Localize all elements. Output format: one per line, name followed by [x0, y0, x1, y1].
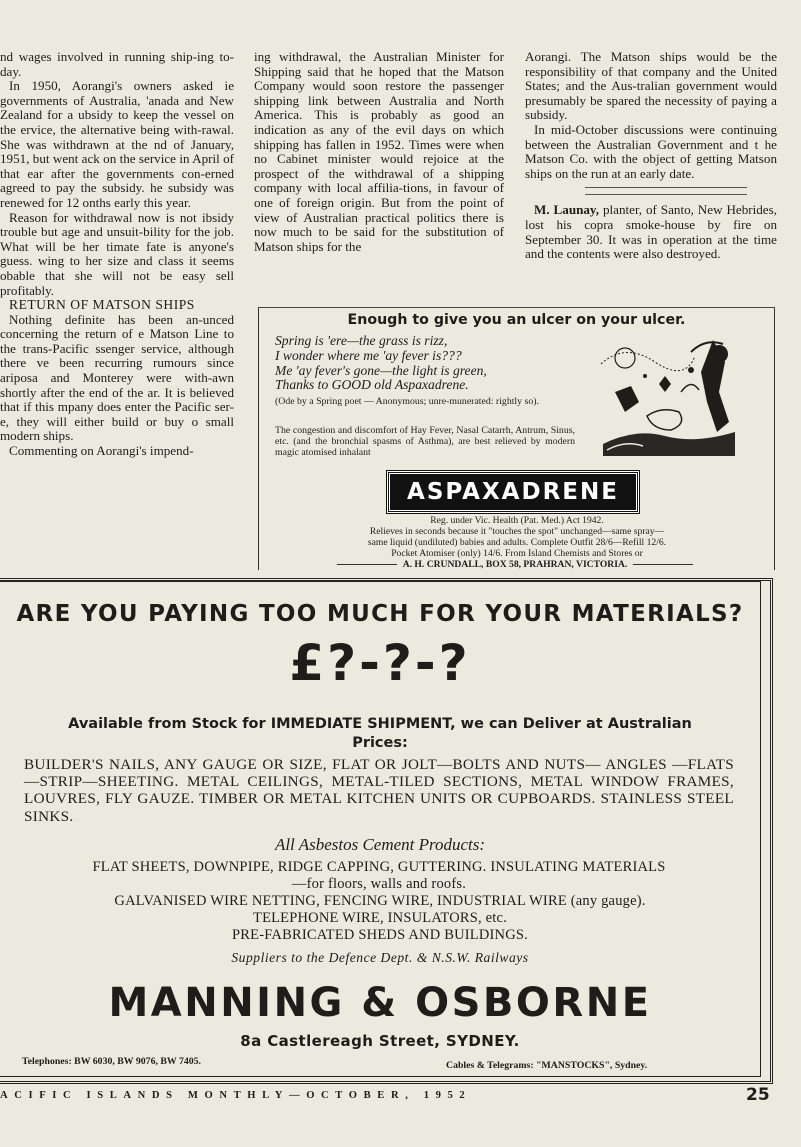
aspaxadrene-advertisement: [258, 307, 775, 570]
article-column-2: [254, 50, 504, 254]
price-question: £?-?-?: [289, 634, 471, 692]
article-paragraph: In mid-October discussions were continuing between the Australian Government and t he Matson Co. with the object of getting Matson ships on the run at an early date.: [525, 121, 777, 181]
news-text: planter, of Santo, New Hebrides, lost his copra smoke-house by fire on September 30. It was in operation at the time and the contents were also destroyed.: [525, 202, 777, 262]
fine-print-line: same liquid (undiluted) babies and adults. Complete Outfit 28/6—Refill 12/6.: [367, 537, 667, 548]
article-paragraph: Aorangi. The Matson ships would be the responsibility of that company and the United States; and the Aus-tralian government would presumably be spared the necessity of paying a subsidy.: [525, 50, 777, 123]
materials-list: BUILDER'S NAILS, ANY GAUGE OR SIZE, FLAT OR JOLT—BOLTS AND NUTS— ANGLES —FLATS—STRIP—SHEETING. METAL CEILINGS, METAL-TILED SECTIONS, METAL WINDOW FRAMES, LOUVRES, FLY GAUZE. TIMBER OR METAL KITCHEN UNITS OR CUPBOARDS. STAINLESS STEEL SINKS.: [24, 756, 734, 825]
news-lead: M. Launay,: [534, 202, 600, 218]
ad-address: A. H. CRUNDALL, BOX 58, PRAHRAN, VICTORIA.: [295, 559, 735, 570]
ode-credit: (Ode by a Spring poet — Anonymous; unre-munerated: rightly so).: [275, 396, 539, 407]
page-footer: [0, 1085, 801, 1118]
fine-print-line: Pocket Atomiser (only) 14/6. From Island Chemists and Stores or: [391, 548, 643, 559]
availability-text: Prices:: [352, 735, 408, 751]
brand-name-panel: ASPAXADRENE: [387, 471, 639, 513]
fine-print-line: Reg. under Vic. Health (Pat. Med.) Act 1942.: [430, 515, 604, 526]
availability-line: [20, 715, 740, 753]
suppliers-note: Suppliers to the Defence Dept. & N.S.W. Railways: [231, 950, 529, 965]
article-paragraph: nd wages involved in running ship-ing to-day.: [0, 50, 234, 79]
asbestos-products: [24, 859, 734, 893]
asbestos-heading: All Asbestos Cement Products:: [274, 835, 486, 854]
availability-text: Available from Stock for IMMEDIATE SHIPMENT, we can Deliver at Australian: [68, 716, 692, 732]
ode-line: Me 'ay fever's gone—the light is green,: [275, 362, 487, 378]
article-paragraph: Commenting on Aorangi's impend-: [9, 443, 194, 459]
ode-line: I wonder where me 'ay fever is???: [275, 347, 462, 363]
ad-inner-border: [0, 581, 761, 1077]
manning-osborne-advertisement: [0, 578, 773, 1084]
fine-print-line: Relieves in seconds because it "touches the spot" unchanged—same spray—: [369, 526, 665, 537]
ode-line: Spring is 'ere—the grass is rizz,: [275, 333, 448, 348]
product-line: FLAT SHEETS, DOWNPIPE, RIDGE CAPPING, GUTTERING. INSULATING MATERIALS: [92, 859, 666, 875]
divider: [585, 194, 747, 195]
section-subheading: RETURN OF MATSON SHIPS: [9, 297, 195, 313]
page-number: 25: [746, 1085, 770, 1105]
ode-verse: [275, 334, 575, 393]
ad-body: The congestion and discomfort of Hay Fever, Nasal Catarrh, Antrum, Sinus, etc. (and the bronchial spasms of Asthma), are best relieved by modern magic atomised inhalant: [275, 425, 575, 458]
news-item: [525, 203, 777, 261]
running-title: ACIFIC ISLANDS MONTHLY—OCTOBER, 1952: [0, 1090, 472, 1101]
product-line: TELEPHONE WIRE, INSULATORS, etc.: [253, 910, 507, 926]
wire-products: [40, 893, 720, 944]
product-line: —for floors, walls and roofs.: [291, 876, 467, 892]
product-line: PRE-FABRICATED SHEDS AND BUILDINGS.: [232, 927, 528, 943]
company-name: MANNING & OSBORNE: [108, 980, 652, 1026]
ode-line: Thanks to GOOD old Aspaxadrene.: [275, 377, 469, 393]
telephone-numbers: Telephones: BW 6030, BW 9076, BW 7405.: [22, 1056, 202, 1067]
hay-fever-illustration: [595, 332, 743, 460]
article-paragraph: Reason for withdrawal now is not ibsidy trouble but age and unsuit-bility for the job. What will be her timate fate is anyone's guess. wing to her size and class it seems obable that she will not be easy sell profitably.: [0, 209, 234, 298]
article-paragraph: ing withdrawal, the Australian Minister for Shipping said that he hoped that the Matson Company would soon restore the passenger shipping link between Australia and North America. This is probably as good an indication as any of the evil days on which shipping has fallen in 1952. Times were when no Cabinet minister would rejoice at the prospect of the withdrawal of a shipping company with local affilia-tions, in favour of one of foreign origin. But from the point of view of Australian practical politics there is now much to be said for the substitution of Matson ships for the: [254, 50, 504, 254]
ad-fine-print: [273, 515, 761, 559]
product-line: GALVANISED WIRE NETTING, FENCING WIRE, INDUSTRIAL WIRE (any gauge).: [114, 893, 646, 909]
article-column-1: [0, 50, 234, 459]
article-column-3: [525, 50, 777, 262]
article-paragraph: Nothing definite has been an-unced concerning the return of e Matson Line to the trans-Pacific ssenger service, although there ve been recurring rumours since ariposa and Monterey were with-awn shortly after the end of the ar. It is believed that if this mpany does enter the Pacific ser-e, they will either build or buy o small modern ships.: [0, 311, 234, 444]
divider: [585, 187, 747, 188]
ad-title: ARE YOU PAYING TOO MUCH FOR YOUR MATERIALS?: [16, 601, 744, 627]
company-address: 8a Castlereagh Street, SYDNEY.: [240, 1032, 520, 1050]
article-paragraph: In 1950, Aorangi's owners asked ie governments of Australia, 'anada and New Zealand for a ubsidy to keep the vessel on the ervice, the alternative being with-rawal. She was withdrawn at the nd of January, 1951, but went ack on the service in April of that ear after the governments con-erned agreed to pay the subsidy. he subsidy was renewed for 12 onths early this year.: [0, 78, 234, 210]
ad-headline: Enough to give you an ulcer on your ulcer.: [347, 312, 686, 328]
cable-address: Cables & Telegrams: "MANSTOCKS", Sydney.: [446, 1060, 648, 1071]
